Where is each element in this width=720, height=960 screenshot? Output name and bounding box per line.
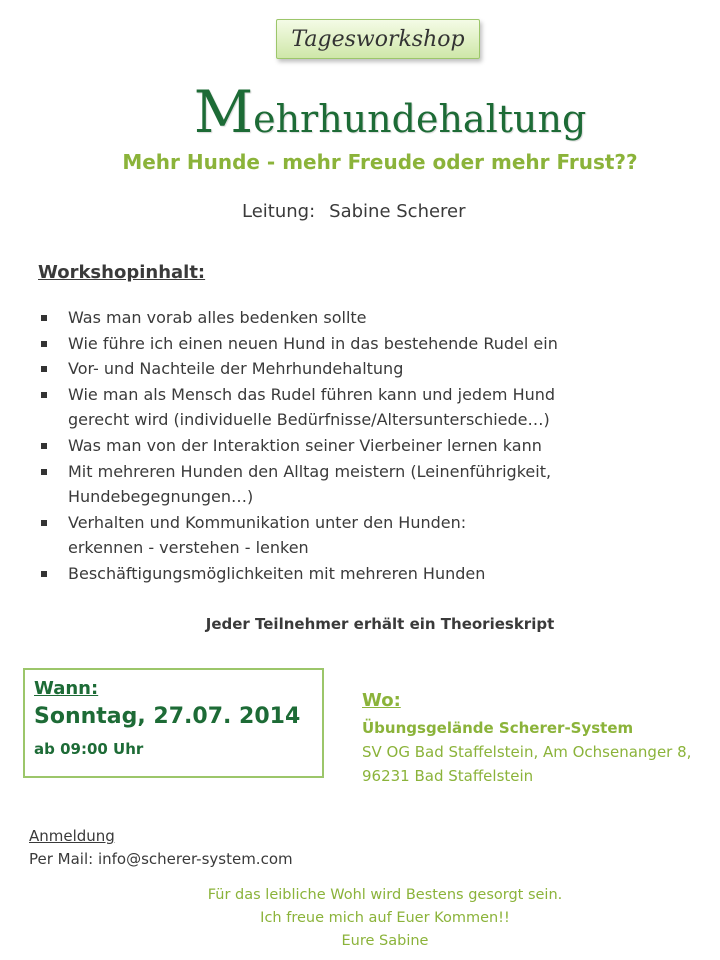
topic-line: Wie man als Mensch das Rudel führen kann und jedem Hund [68, 384, 556, 404]
topic-item [40, 382, 700, 433]
bullet-icon [41, 315, 47, 321]
topic-line: Was man von der Interaktion seiner Vierbeiner lernen kann [68, 435, 542, 455]
bullet-icon [41, 520, 47, 526]
topic-line: erkennen - verstehen - lenken [68, 538, 309, 558]
topic-item [40, 561, 700, 587]
subtitle: Mehr Hunde - mehr Freude oder mehr Frust?? [122, 150, 638, 174]
leader-name: Sabine Scherer [329, 201, 466, 222]
topic-item [40, 510, 700, 561]
bullet-icon [41, 392, 47, 398]
topic-item [40, 433, 700, 459]
closing-line: Ich freue mich auf Euer Kommen!! [260, 910, 510, 926]
topic-line: Was man vorab alles bedenken sollte [68, 308, 367, 327]
where-block [362, 690, 712, 788]
bullet-icon [41, 469, 47, 475]
topic-line: Hundebegegnungen…) [68, 487, 254, 507]
address-line: SV OG Bad Staffelstein, Am Ochsenanger 8, [362, 743, 692, 761]
topic-line: Vor- und Nachteile der Mehrhundehaltung [68, 359, 404, 379]
content-heading: Workshopinhalt: [38, 262, 206, 283]
topic-line: Wie führe ich einen neuen Hund in das bestehende Rudel ein [68, 333, 558, 353]
where-venue: Übungsgelände Scherer-System [362, 719, 634, 737]
closing-line: Für das leibliche Wohl wird Bestens gesorgt sein. [207, 887, 563, 903]
topic-item [40, 331, 700, 357]
topic-line: Mit mehreren Hunden den Alltag meistern (Leinenführigkeit, [68, 461, 552, 481]
bullet-icon [41, 341, 47, 347]
bullet-icon [41, 443, 47, 449]
where-label: Wo: [362, 690, 401, 711]
topic-list [40, 305, 700, 587]
leader-line [242, 201, 466, 222]
page-title [0, 72, 720, 159]
registration-mail[interactable]: Per Mail: info@scherer-system.com [29, 850, 293, 868]
topic-line: Beschäftigungsmöglichkeiten mit mehreren Hunden [68, 563, 486, 583]
title-initial: M [193, 78, 254, 146]
closing-signature: Eure Sabine [341, 933, 429, 949]
registration-block [29, 825, 293, 871]
bullet-icon [41, 571, 47, 577]
title-rest: ehrhundehaltung [253, 97, 587, 141]
when-box [23, 668, 324, 778]
handout-note: Jeder Teilnehmer erhält ein Theorieskript [205, 615, 555, 633]
closing-note [0, 884, 720, 953]
when-time: ab 09:00 Uhr [34, 740, 144, 758]
when-date: Sonntag, 27.07. 2014 [34, 704, 301, 729]
workshop-badge: Tagesworkshop [276, 19, 480, 59]
topic-line: gerecht wird (individuelle Bedürfnisse/Altersunterschiede…) [68, 410, 550, 430]
bullet-icon [41, 366, 47, 372]
topic-item [40, 356, 700, 382]
where-address [362, 740, 712, 788]
topic-item [40, 459, 700, 510]
when-label: Wann: [34, 678, 99, 699]
leader-label: Leitung: [242, 201, 316, 222]
address-line: 96231 Bad Staffelstein [362, 767, 534, 785]
registration-label: Anmeldung [29, 827, 115, 845]
topic-line: Verhalten und Kommunikation unter den Hunden: [68, 512, 467, 532]
topic-item [40, 305, 700, 331]
